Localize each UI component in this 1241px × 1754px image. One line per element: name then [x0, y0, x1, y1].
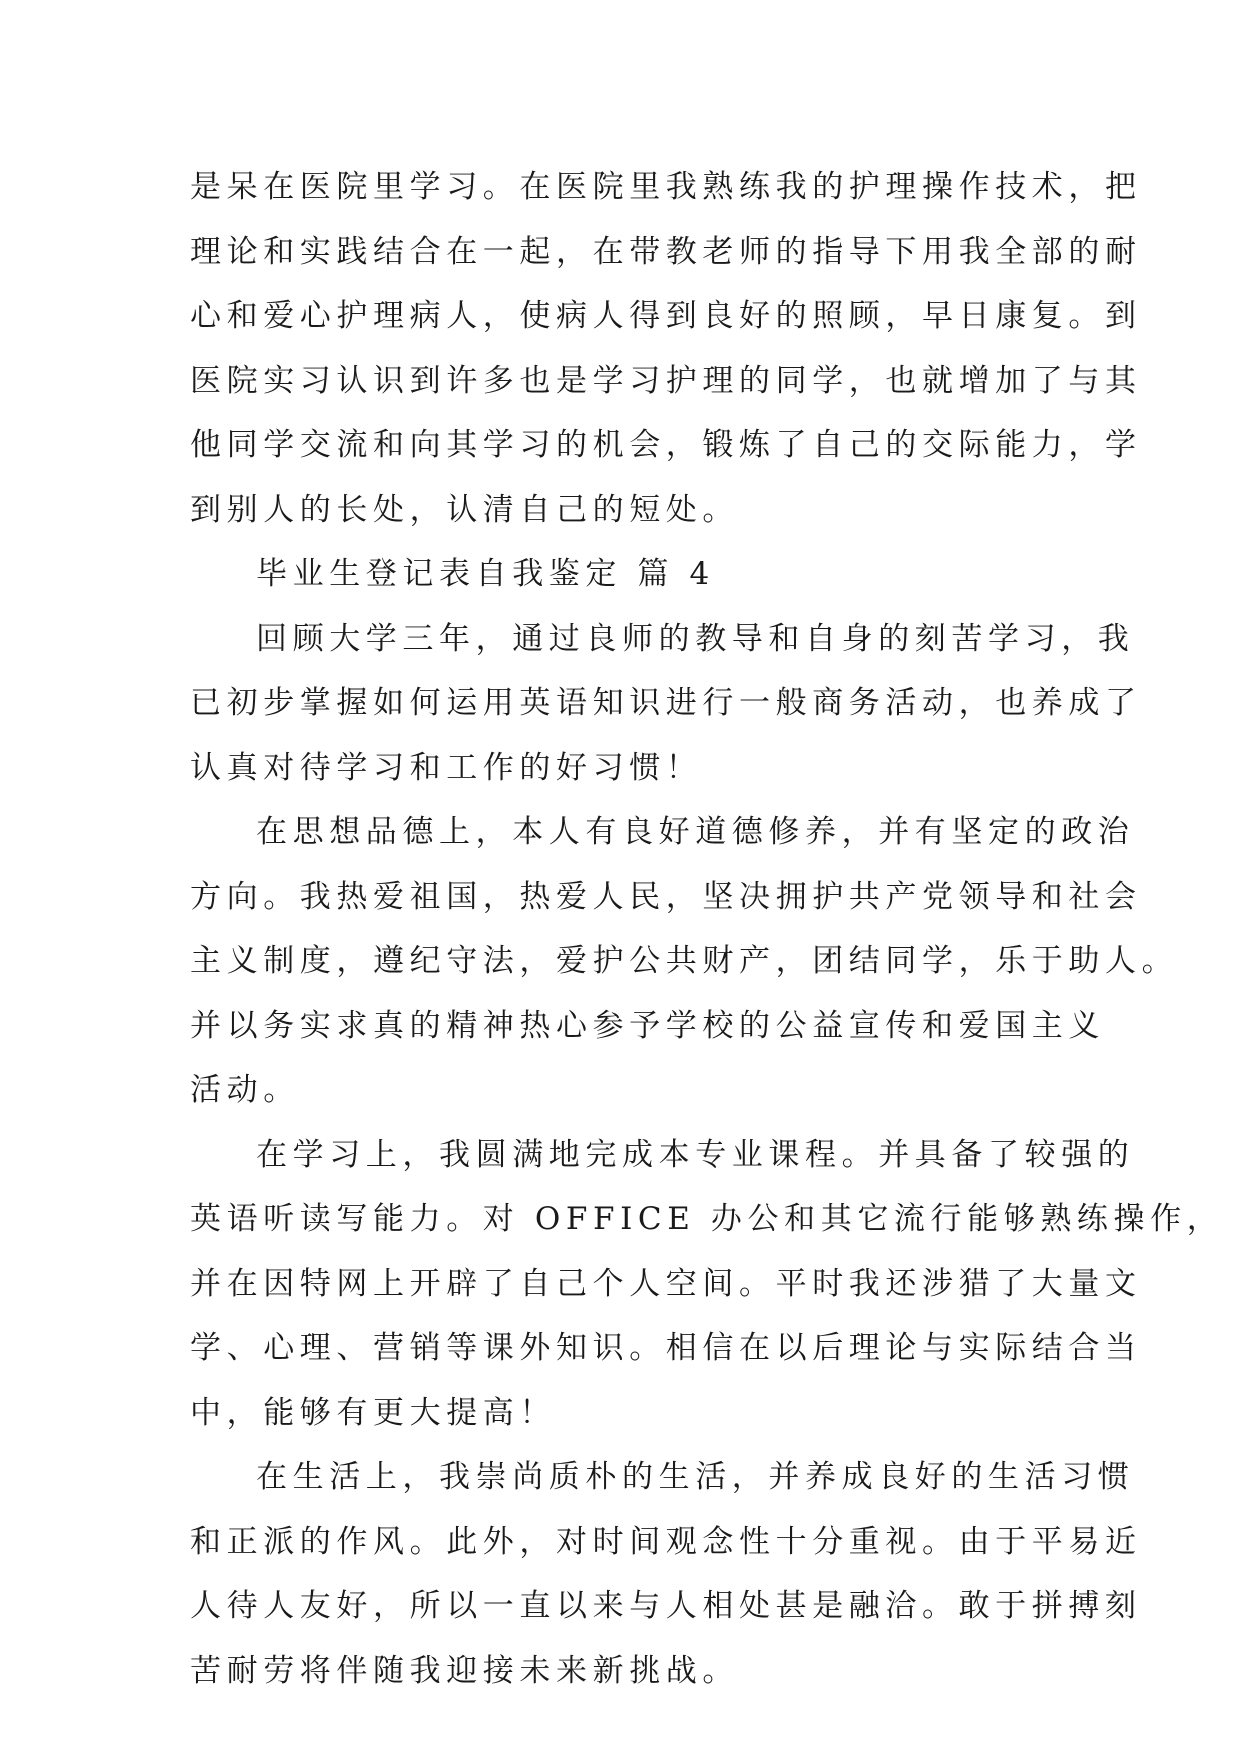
text-line: 活动。 — [190, 1072, 300, 1108]
text-line: 人待人友好，所以一直以来与人相处甚是融洽。敢于拼搏刻 — [190, 1588, 1142, 1624]
text-line: 他同学交流和向其学习的机会，锻炼了自己的交际能力，学 — [190, 427, 1142, 463]
text-line: 学、心理、营销等课外知识。相信在以后理论与实际结合当 — [190, 1330, 1142, 1366]
text-line: 心和爱心护理病人，使病人得到良好的照顾，早日康复。到 — [190, 298, 1142, 334]
text-line: 认真对待学习和工作的好习惯！ — [190, 749, 703, 786]
document-body — [190, 155, 1224, 1703]
text-line: 理论和实践结合在一起，在带教老师的指导下用我全部的耐 — [190, 233, 1142, 270]
text-line: 苦耐劳将伴随我迎接未来新挑战。 — [190, 1652, 739, 1689]
text-line: 是呆在医院里学习。在医院里我熟练我的护理操作技术，把 — [190, 169, 1142, 205]
text-line: 在思想品德上，本人有良好道德修养，并有坚定的政治 — [256, 814, 1135, 850]
section-heading: 毕业生登记表自我鉴定 篇 4 — [256, 556, 715, 592]
text-line: 并以务实求真的精神热心参予学校的公益宣传和爱国主义 — [190, 1007, 1105, 1044]
text-line: 回顾大学三年，通过良师的教导和自身的刻苦学习，我 — [256, 620, 1135, 657]
text-line: 并在因特网上开辟了自己个人空间。平时我还涉猎了大量文 — [190, 1265, 1142, 1302]
text-line: 在学习上，我圆满地完成本专业课程。并具备了较强的 — [256, 1136, 1135, 1173]
text-line: 医院实习认识到许多也是学习护理的同学，也就增加了与其 — [190, 362, 1142, 399]
text-line: 已初步掌握如何运用英语知识进行一般商务活动，也养成了 — [190, 685, 1142, 721]
text-line: 到别人的长处，认清自己的短处。 — [190, 491, 739, 528]
text-line: 主义制度，遵纪守法，爱护公共财产，团结同学，乐于助人。 — [190, 943, 1179, 979]
text-line: 中，能够有更大提高！ — [190, 1394, 556, 1431]
text-line: 方向。我热爱祖国，热爱人民，坚决拥护共产党领导和社会 — [190, 878, 1142, 915]
text-line: 英语听读写能力。对 OFFICE 办公和其它流行能够熟练操作， — [190, 1201, 1224, 1237]
text-line: 在生活上，我崇尚质朴的生活，并养成良好的生活习惯 — [256, 1459, 1135, 1495]
text-line: 和正派的作风。此外，对时间观念性十分重视。由于平易近 — [190, 1523, 1142, 1560]
